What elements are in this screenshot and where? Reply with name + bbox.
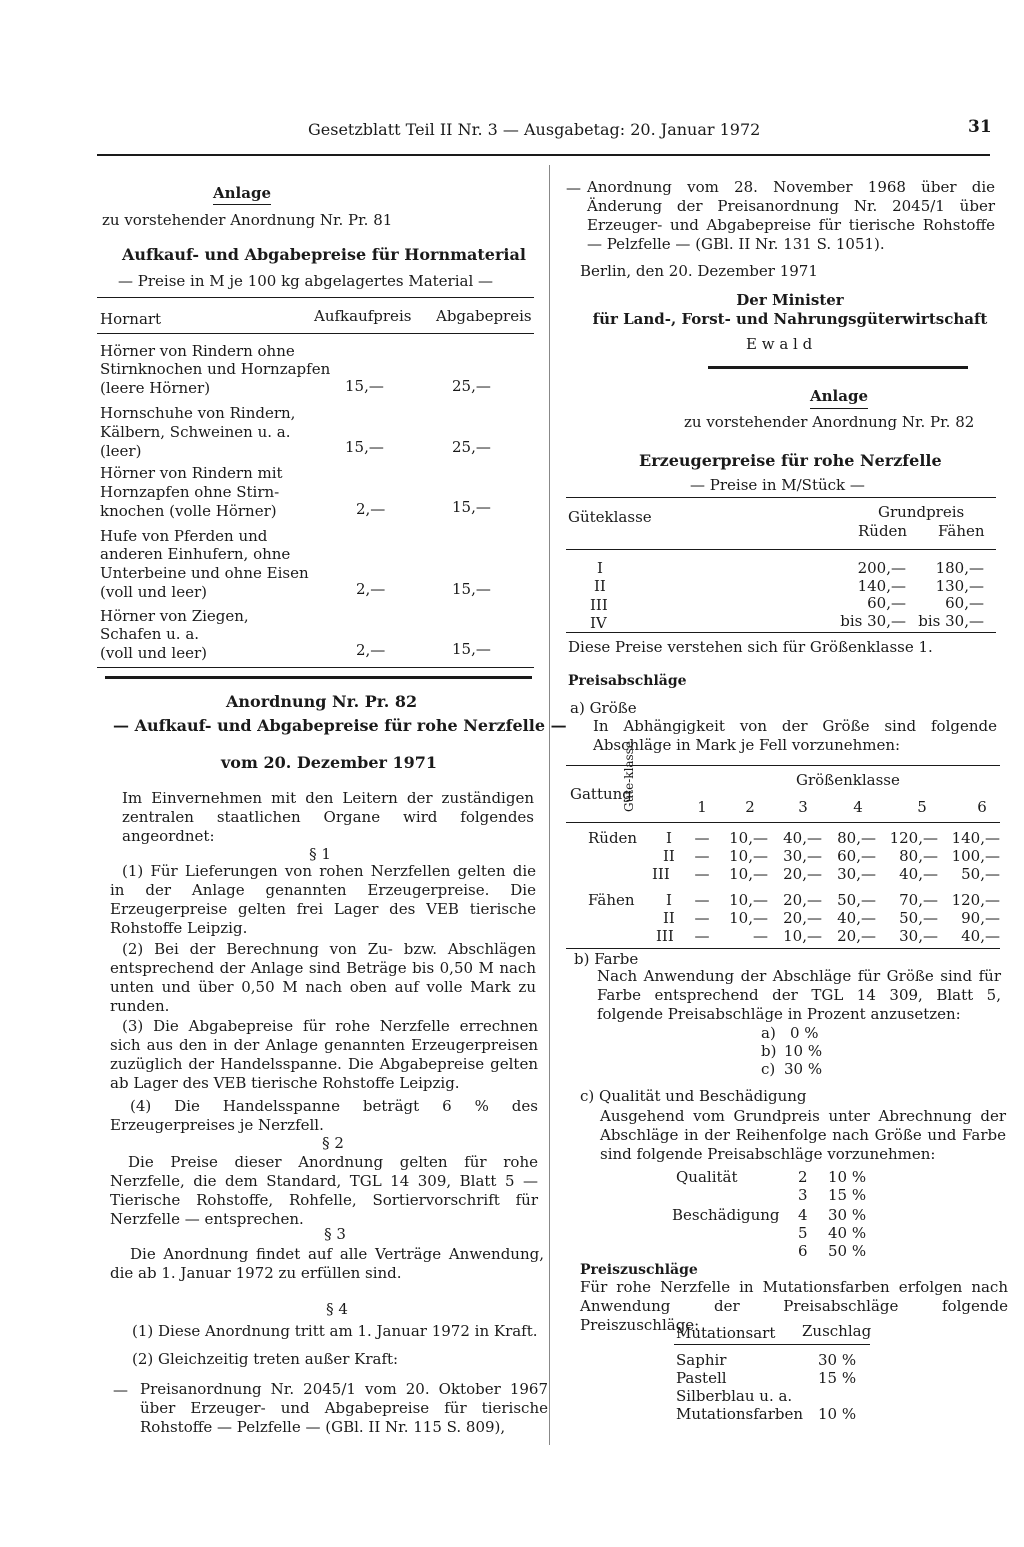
size-row-2-v5: 80,— (899, 847, 938, 865)
nerz-header-grundpreis: Grundpreis (878, 503, 965, 521)
beschaedigung-item-3-n: 6 (798, 1242, 808, 1260)
beschaedigung-item-1-v: 30 % (828, 1206, 867, 1224)
size-col-6: 6 (977, 798, 987, 816)
nerz-row-2-rueden: 140,— (857, 577, 906, 595)
size-row-5-v1: — (694, 909, 710, 927)
size-row-2-v4: 60,— (837, 847, 876, 865)
section-2-heading: § 2 (322, 1134, 344, 1152)
size-col-2: 2 (745, 798, 755, 816)
anlage1-title: Aufkauf- und Abgabepreise für Hornmaterial (122, 245, 526, 264)
nerz-row-3-class: III (590, 596, 608, 614)
right-para-aenderung: Anordnung vom 28. November 1968 über die Änderung der Preisanordnung Nr. 2045/1 über Erzeuger- und Abgabepreise für tierische Rohstoffe — Pelzfelle — (GBl. II Nr. 131 S. 1051). (587, 178, 995, 253)
size-row-2-v1: — (694, 847, 710, 865)
size-row-1-gattung: Rüden (588, 829, 638, 847)
para-1-2: (2) Bei der Berechnung von Zu- bzw. Abschlägen entsprechend der Anlage sind Beträge bis 0,50 M nach unten und über 0,50 M nach oben auf volle Mark zu runden. (110, 940, 536, 1015)
size-row-4-v1: — (694, 891, 710, 909)
size-header-gattung: Gattung (570, 785, 632, 803)
column-divider (549, 165, 550, 1445)
size-row-3-v5: 40,— (899, 865, 938, 883)
para-1-1: (1) Für Lieferungen von rohen Nerzfellen gelten die in der Anlage genannten Erzeugerpreise. Die Erzeugerpreise gelten frei Lager des VEB tierische Rohstoffe Leipzig. (110, 862, 536, 937)
anlage2-ref: zu vorstehender Anordnung Nr. Pr. 82 (684, 413, 975, 431)
horn-row-1-sell: 25,— (452, 377, 491, 395)
zuschlag-row-2-value: 15 % (818, 1369, 857, 1387)
size-row-5-v6: 90,— (961, 909, 1000, 927)
size-row-3-v2: 10,— (729, 865, 768, 883)
nerz-header-gueteklasse: Güteklasse (568, 508, 652, 526)
horn-row-2-line-2: Kälbern, Schweinen u. a. (100, 423, 291, 441)
nerz-row-4-rueden: bis 30,— (840, 612, 906, 630)
beschaedigung-item-2-n: 5 (798, 1224, 808, 1242)
para-4-2: (2) Gleichzeitig treten außer Kraft: (132, 1350, 399, 1368)
beschaedigung-item-3-v: 50 % (828, 1242, 867, 1260)
size-row-2-v6: 100,— (951, 847, 1000, 865)
zuschlag-row-2-art: Pastell (676, 1369, 727, 1387)
zuschlag-header-rule (674, 1344, 870, 1345)
abschlaege-a-label: a) Größe (570, 699, 637, 717)
qualitaet-label: c) Qualität und Beschädigung (580, 1087, 807, 1105)
farbe-label: b) Farbe (574, 950, 639, 968)
horn-row-5-line-1: Hörner von Ziegen, (100, 607, 249, 625)
section-3-heading: § 3 (324, 1225, 346, 1243)
horn-row-1-buy: 15,— (345, 377, 384, 395)
horn-row-1-line-2: Stirnknochen und Hornzapfen (100, 360, 331, 378)
para-1-4: (4) Die Handelsspanne beträgt 6 % des Erzeugerpreises je Nerzfell. (110, 1097, 538, 1134)
nerz-header-faehen: Fähen (938, 522, 985, 540)
horn-row-3-line-1: Hörner von Rindern mit (100, 464, 283, 482)
anlage1-subtitle: — Preise in M je 100 kg abgelagertes Material — (118, 272, 494, 290)
size-row-4-v4: 50,— (837, 891, 876, 909)
horn-header-hornart: Hornart (100, 310, 162, 328)
nerz-row-3-rueden: 60,— (867, 594, 906, 612)
farbe-item-a-label: a) (761, 1024, 776, 1042)
size-table-header-rule (566, 822, 1000, 823)
qualitaet-item-2-v: 15 % (828, 1186, 867, 1204)
zuschlag-header-zuschlag: Zuschlag (802, 1322, 872, 1340)
horn-row-2-line-3: (leer) (100, 442, 142, 460)
size-col-4: 4 (853, 798, 863, 816)
size-row-1-v3: 40,— (783, 829, 822, 847)
signature-separator (708, 366, 968, 369)
size-row-1-v5: 120,— (889, 829, 938, 847)
size-header-groessenklasse: Größenklasse (796, 771, 900, 789)
nerz-note: Diese Preise verstehen sich für Größenklasse 1. (568, 638, 933, 656)
zuschlag-row-4-value: 10 % (818, 1405, 857, 1423)
para-4-item-1: Preisanordnung Nr. 2045/1 vom 20. Oktober 1967 über Erzeuger- und Abgabepreise für tierische Rohstoffe — Pelzfelle — (GBl. II Nr. 115 S. 809), (140, 1380, 548, 1436)
size-row-5-class: II (663, 909, 675, 927)
horn-row-3-line-3: knochen (volle Hörner) (100, 502, 277, 520)
place-date: Berlin, den 20. Dezember 1971 (580, 262, 818, 280)
size-row-3-v1: — (694, 865, 710, 883)
horn-table-top-rule (97, 297, 534, 298)
nerz-table-bottom-rule (566, 632, 996, 633)
horn-row-3-line-2: Hornzapfen ohne Stirn- (100, 483, 280, 501)
size-row-6-v3: 10,— (783, 927, 822, 945)
size-row-6-v5: 30,— (899, 927, 938, 945)
nerz-row-1-faehen: 180,— (935, 559, 984, 577)
size-row-3-v3: 20,— (783, 865, 822, 883)
horn-header-aufkaufpreis: Aufkaufpreis (314, 307, 412, 325)
size-row-2-v2: 10,— (729, 847, 768, 865)
abschlaege-a-text: In Abhängigkeit von der Größe sind folgende Abschläge in Mark je Fell vorzunehmen: (593, 717, 997, 754)
anlage2-subtitle: — Preise in M/Stück — (690, 476, 865, 494)
size-col-5: 5 (917, 798, 927, 816)
abschlaege-title: Preisabschläge (568, 673, 687, 689)
minister-signature: E w a l d (746, 335, 813, 353)
para-1-3: (3) Die Abgabepreise für rohe Nerzfelle errechnen sich aus den in der Anlage genannten Erzeugerpreisen zuzüglich der Handelsspanne. Die Abgabepreise gelten ab Lager des VEB tierische Rohstoffe Leipzig. (110, 1017, 538, 1092)
section-separator-left (105, 676, 532, 679)
size-row-4-class: I (666, 891, 672, 909)
size-row-4-v5: 70,— (899, 891, 938, 909)
anordnung-date: vom 20. Dezember 1971 (221, 753, 438, 772)
horn-row-4-line-2: anderen Einhufern, ohne (100, 545, 291, 563)
anlage1-label-underline (213, 204, 271, 205)
zuschlag-row-3-art: Silberblau u. a. (676, 1387, 793, 1405)
horn-row-5-line-2: Schafen u. a. (100, 625, 200, 643)
anordnung-title: Anordnung Nr. Pr. 82 (226, 692, 418, 711)
size-row-1-v1: — (694, 829, 710, 847)
size-row-5-v5: 50,— (899, 909, 938, 927)
size-col-1: 1 (697, 798, 707, 816)
para-3: Die Anordnung findet auf alle Verträge Anwendung, die ab 1. Januar 1972 zu erfüllen sind. (110, 1245, 544, 1282)
size-row-5-v4: 40,— (837, 909, 876, 927)
qualitaet-sublabel: Qualität (676, 1168, 738, 1186)
horn-row-5-line-3: (voll und leer) (100, 644, 207, 662)
farbe-item-b-label: b) (761, 1042, 777, 1060)
horn-row-1-line-1: Hörner von Rindern ohne (100, 342, 295, 360)
nerz-row-3-faehen: 60,— (945, 594, 984, 612)
anordnung-subtitle: — Aufkauf- und Abgabepreise für rohe Nerzfelle — (113, 716, 567, 735)
size-header-gueteklasse: Güte-klasse (622, 741, 636, 812)
horn-row-4-line-4: (voll und leer) (100, 583, 207, 601)
horn-row-1-line-3: (leere Hörner) (100, 379, 211, 397)
nerz-row-2-class: II (594, 577, 606, 595)
horn-row-4-sell: 15,— (452, 580, 491, 598)
zuschlag-row-1-art: Saphir (676, 1351, 727, 1369)
anlage2-label-underline (810, 408, 868, 409)
farbe-text: Nach Anwendung der Abschläge für Größe sind für Farbe entsprechend der TGL 14 309, Blatt 5, folgende Preisabschläge in Prozent anzusetzen: (597, 967, 1001, 1023)
zuschlag-row-1-value: 30 % (818, 1351, 857, 1369)
size-table-bottom-rule (566, 948, 1000, 949)
zuschlaege-title: Preiszuschläge (580, 1262, 698, 1278)
nerz-row-2-faehen: 130,— (935, 577, 984, 595)
zuschlaege-text: Für rohe Nerzfelle in Mutationsfarben erfolgen nach Anwendung der Preisabschläge folgende Preiszuschläge: (580, 1278, 1008, 1334)
para-4-1: (1) Diese Anordnung tritt am 1. Januar 1972 in Kraft. (132, 1322, 538, 1340)
farbe-item-c-value: 30 % (784, 1060, 823, 1078)
horn-header-abgabepreis: Abgabepreis (436, 307, 532, 325)
size-row-6-v4: 20,— (837, 927, 876, 945)
anlage2-title: Erzeugerpreise für rohe Nerzfelle (639, 451, 942, 470)
qualitaet-text: Ausgehend vom Grundpreis unter Abrechnung der Abschläge in der Reihenfolge nach Größe und Farbe sind folgende Preisabschläge vorzunehmen: (600, 1107, 1006, 1163)
size-row-6-v2: — (753, 927, 768, 945)
nerz-header-rueden: Rüden (858, 522, 908, 540)
section-1-heading: § 1 (309, 845, 331, 863)
size-row-6-class: III (656, 927, 674, 945)
nerz-table-header-rule (566, 549, 996, 550)
horn-row-5-sell: 15,— (452, 640, 491, 658)
horn-row-4-buy: 2,— (356, 580, 386, 598)
size-col-3: 3 (798, 798, 808, 816)
size-row-2-class: II (663, 847, 675, 865)
minister-title-1: Der Minister (736, 291, 844, 309)
size-row-4-v2: 10,— (729, 891, 768, 909)
size-row-1-v6: 140,— (951, 829, 1000, 847)
size-row-1-v4: 80,— (837, 829, 876, 847)
beschaedigung-sublabel: Beschädigung (672, 1206, 780, 1224)
anlage1-ref: zu vorstehender Anordnung Nr. Pr. 81 (102, 211, 393, 229)
beschaedigung-item-1-n: 4 (798, 1206, 808, 1224)
page-number: 31 (968, 117, 992, 137)
size-row-3-class: III (652, 865, 670, 883)
size-row-5-v3: 20,— (783, 909, 822, 927)
zuschlag-row-4-art: Mutationsfarben (676, 1405, 804, 1423)
horn-row-4-line-1: Hufe von Pferden und (100, 527, 268, 545)
horn-row-4-line-3: Unterbeine und ohne Eisen (100, 564, 309, 582)
horn-row-3-buy: 2,— (356, 500, 386, 518)
horn-table-bottom-rule (97, 667, 534, 668)
size-row-2-v3: 30,— (783, 847, 822, 865)
para-4-dash: — (113, 1381, 128, 1399)
para-2: Die Preise dieser Anordnung gelten für rohe Nerzfelle, die dem Standard, TGL 14 309, Blatt 5 — Tierische Rohstoffe, Rohfelle, Sortiervorschrift für Nerzfelle — entsprechen. (110, 1153, 538, 1228)
anordnung-intro: Im Einvernehmen mit den Leitern der zuständigen zentralen staatlichen Organe wird folgendes angeordnet: (122, 789, 534, 845)
farbe-item-b-value: 10 % (784, 1042, 823, 1060)
size-row-3-v6: 50,— (961, 865, 1000, 883)
header-rule (97, 154, 990, 156)
size-row-4-v3: 20,— (783, 891, 822, 909)
size-row-5-v2: 10,— (729, 909, 768, 927)
nerz-row-1-rueden: 200,— (857, 559, 906, 577)
section-4-heading: § 4 (326, 1300, 348, 1318)
size-row-4-v6: 120,— (951, 891, 1000, 909)
horn-row-3-sell: 15,— (452, 498, 491, 516)
farbe-item-c-label: c) (761, 1060, 776, 1078)
page-header-title: Gesetzblatt Teil II Nr. 3 — Ausgabetag: 20. Januar 1972 (308, 120, 761, 139)
nerz-row-1-class: I (597, 559, 603, 577)
size-row-6-v1: — (694, 927, 710, 945)
horn-row-2-buy: 15,— (345, 438, 384, 456)
size-row-1-v2: 10,— (729, 829, 768, 847)
horn-row-5-buy: 2,— (356, 641, 386, 659)
minister-title-2: für Land-, Forst- und Nahrungsgüterwirtschaft (592, 310, 988, 328)
qualitaet-item-1-v: 10 % (828, 1168, 867, 1186)
zuschlag-header-art: Mutationsart (676, 1324, 776, 1342)
horn-table-header-rule (97, 333, 534, 334)
size-row-1-class: I (666, 829, 672, 847)
farbe-item-a-value: 0 % (790, 1024, 819, 1042)
anlage1-label: Anlage (213, 184, 271, 202)
qualitaet-item-1-n: 2 (798, 1168, 808, 1186)
horn-row-2-sell: 25,— (452, 438, 491, 456)
horn-row-2-line-1: Hornschuhe von Rindern, (100, 404, 296, 422)
size-row-3-v4: 30,— (837, 865, 876, 883)
nerz-row-4-faehen: bis 30,— (918, 612, 984, 630)
size-row-4-gattung: Fähen (588, 891, 635, 909)
qualitaet-item-2-n: 3 (798, 1186, 808, 1204)
anlage2-label: Anlage (810, 387, 868, 405)
beschaedigung-item-2-v: 40 % (828, 1224, 867, 1242)
size-row-6-v6: 40,— (961, 927, 1000, 945)
right-dash: — (566, 179, 581, 197)
nerz-row-4-class: IV (590, 614, 607, 632)
nerz-table-top-rule (566, 497, 996, 498)
